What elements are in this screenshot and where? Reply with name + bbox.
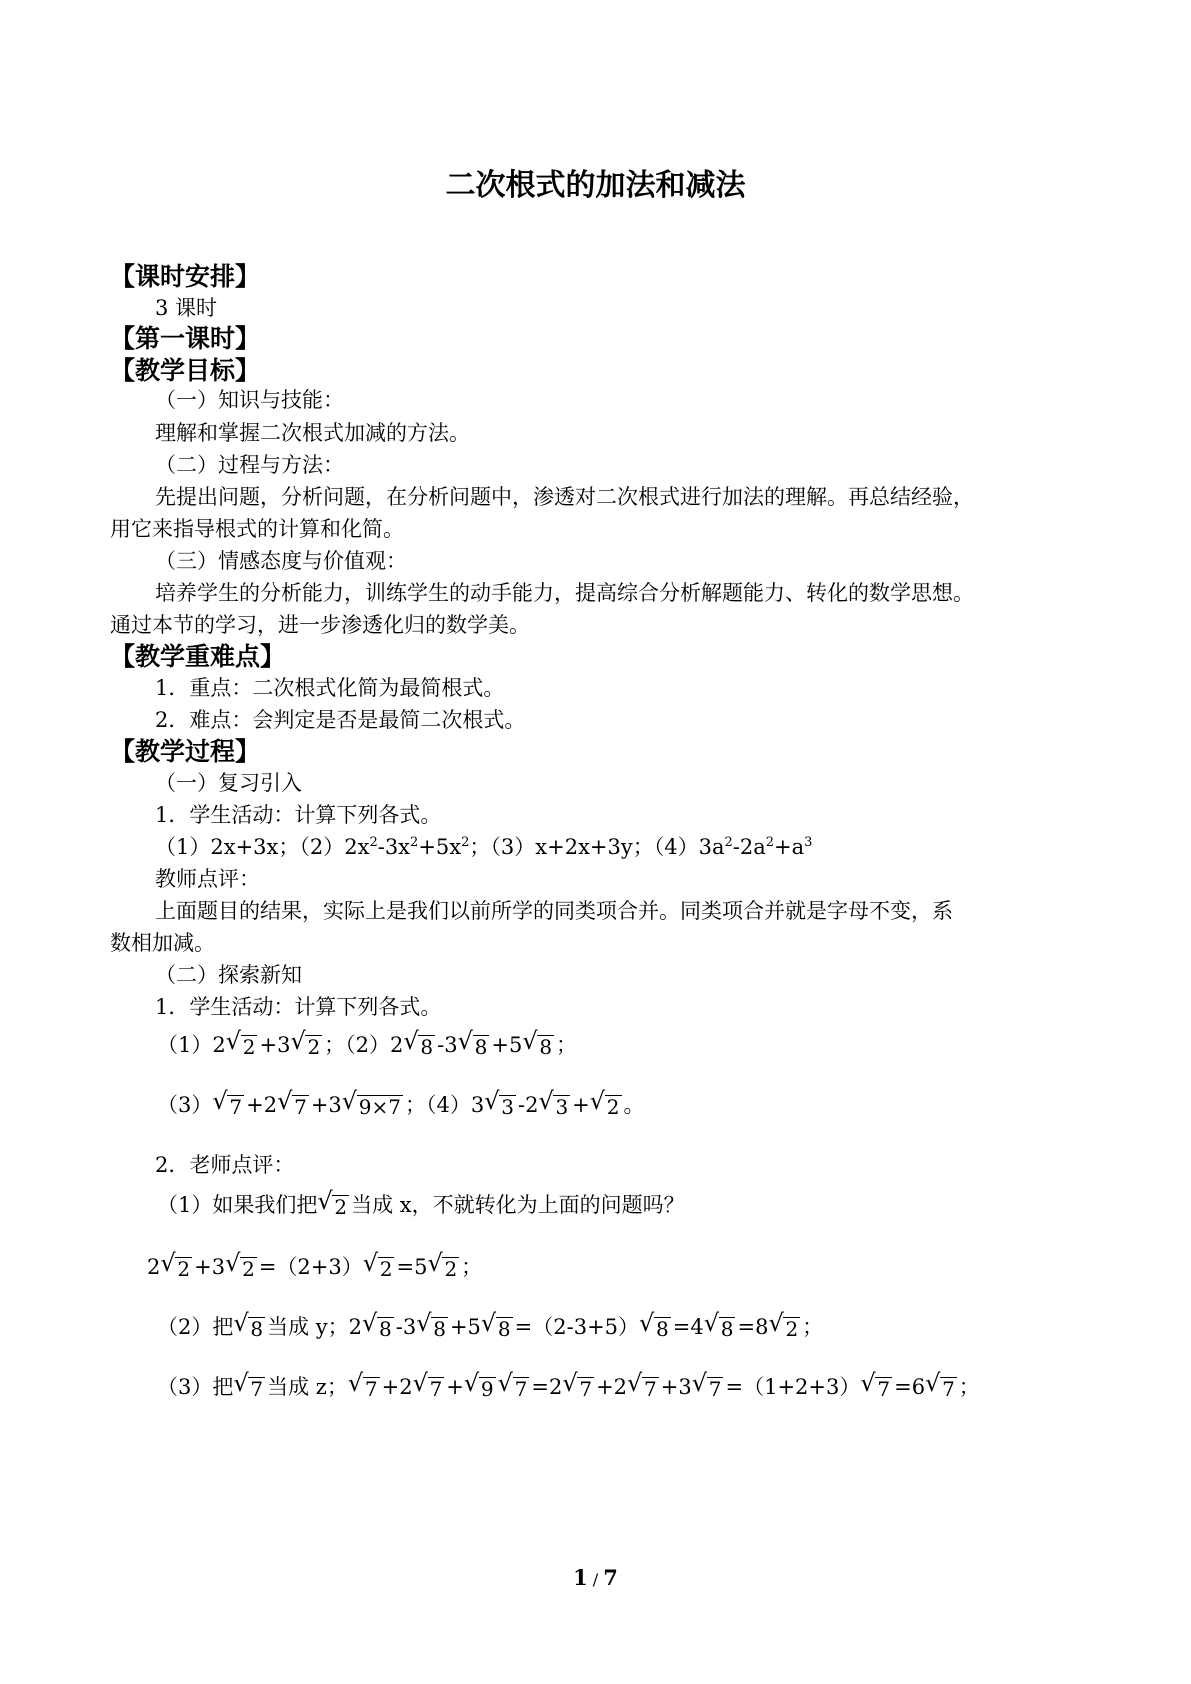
keypoint-1: 1．重点：二次根式化简为最简根式。	[155, 676, 505, 700]
teacher-comment-label: 教师点评：	[155, 867, 260, 891]
explore-activity: 1．学生活动：计算下列各式。	[155, 995, 442, 1019]
explore-comment-label: 2．老师点评：	[155, 1153, 295, 1177]
document-title: 二次根式的加法和减法	[445, 168, 746, 203]
schedule-text: 3 课时	[155, 296, 218, 320]
review-label: （一）复习引入	[155, 771, 302, 795]
equation-1: 2√ 2 +3√ 2 =（2+3）√ 2 =5√ 2 ；	[147, 1252, 482, 1284]
equation-2: （2）把√ 8 当成 y；2√ 8 -3√ 8 +5√ 8 =（2-3+5）√ 8 =4√ 8 =8√ 2 ；	[157, 1312, 823, 1344]
goal3-label: （三）情感态度与价值观：	[155, 549, 407, 573]
equation-3: （3）把√ 7 当成 z；√ 7 +2√ 7 +√ 9√ 7 =2√ 7 +2√ 7 +3√ 7 =（1+2+3）√ 7 =6√ 7 ；	[157, 1372, 980, 1404]
schedule-heading: 【课时安排】	[110, 262, 261, 291]
review-activity: 1．学生活动：计算下列各式。	[155, 803, 442, 827]
keypoints-heading: 【教学重难点】	[110, 642, 286, 671]
page-current: 1	[573, 1565, 588, 1590]
explore-label: （二）探索新知	[155, 963, 302, 987]
page-number: 1 / 7	[573, 1565, 618, 1590]
goal1-label: （一）知识与技能：	[155, 388, 344, 412]
teacher-comment-b: 数相加减。	[110, 931, 215, 955]
comment-1: （1）如果我们把√ 2 当成 x，不就转化为上面的问题吗？	[157, 1190, 685, 1222]
goal2-text-a: 先提出问题，分析问题，在分析问题中，渗透对二次根式进行加法的理解。再总结经验，	[155, 485, 974, 509]
comment-1-text-b: 当成 x，不就转化为上面的问题吗？	[351, 1193, 685, 1217]
goal3-text-b: 通过本节的学习，进一步渗透化归的数学美。	[110, 613, 530, 637]
comment-1-text-a: （1）如果我们把	[157, 1193, 318, 1217]
review-exercises: （1）2x+3x；$(2)2x^2-3x^2+5x^2$；（3）x+2x+3y；$(4)3a^2-2a^2+a^3$	[155, 835, 813, 859]
goal2-text-b: 用它来指导根式的计算和化简。	[110, 517, 404, 541]
goal1-text: 理解和掌握二次根式加减的方法。	[155, 421, 470, 445]
explore-exercises-3-4: （3）√ 7 +2√ 7 +3√ 9×7 ；（4）3√ 3 -2√ 3 +√ 2 。	[157, 1090, 645, 1122]
explore-exercises-1-2: （1）2√ 2 +3√ 2 ；（2）2√ 8 -3√ 8 +5√ 8 ；	[157, 1030, 577, 1062]
process-heading: 【教学过程】	[110, 737, 261, 766]
keypoint-2: 2．难点：会判定是否是最简二次根式。	[155, 708, 526, 732]
teacher-comment-a: 上面题目的结果，实际上是我们以前所学的同类项合并。同类项合并就是字母不变，系	[155, 899, 953, 923]
goals-heading: 【教学目标】	[110, 356, 261, 385]
lesson-heading: 【第一课时】	[110, 324, 261, 353]
page-total: 7	[603, 1565, 618, 1590]
goal2-label: （二）过程与方法：	[155, 453, 344, 477]
goal3-text-a: 培养学生的分析能力，训练学生的动手能力，提高综合分析解题能力、转化的数学思想。	[155, 581, 974, 605]
